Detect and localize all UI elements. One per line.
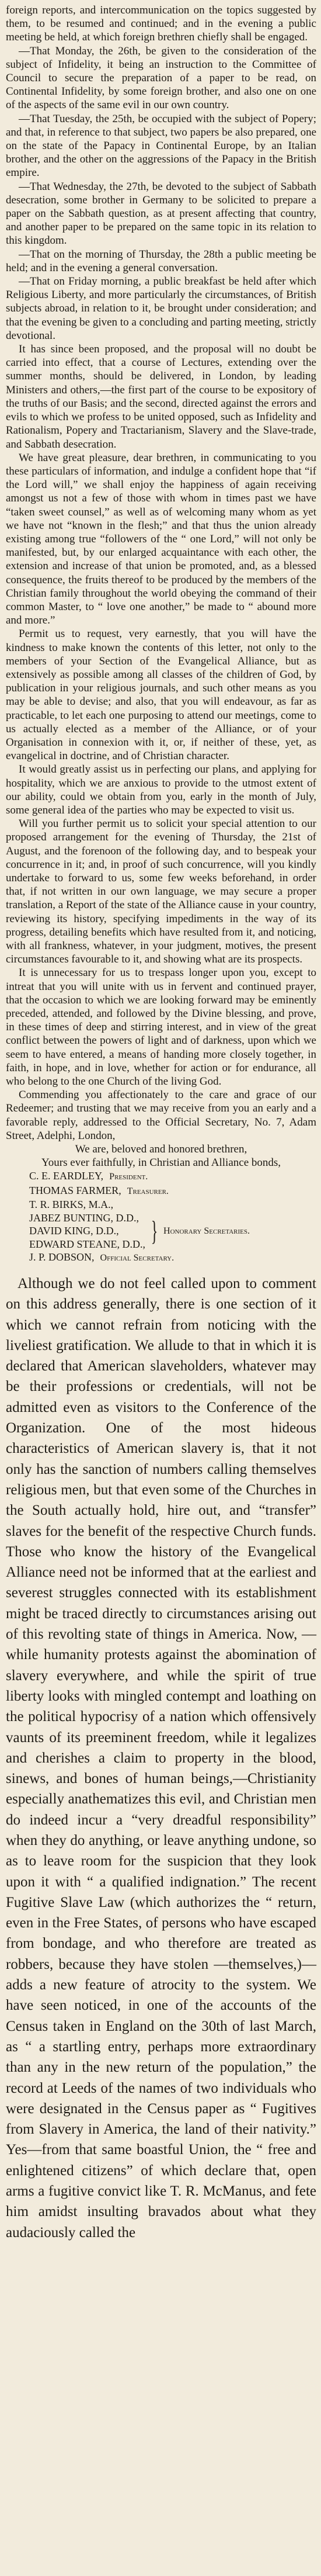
signatory [29, 1198, 316, 1211]
letter-paragraph: —That on Friday morning, a public breakfast be held after which Religious Liberty, and more particularly the circumstances, of British subjects abroad, in relation to it, be brought under consideration; and that the evening be given to a concluding and parting meeting, strictly devotional. [6, 275, 316, 342]
editorial-paragraph: Although we do not feel called upon to comment on this address generally, there is one section of it which we cannot refrain from noticing with the liveliest gratification. We allude to that in which it is declared that American slaveholders, whatever may be their professions or credentials, will not be admitted even as visitors to the Conference of the Organization. One of the most hideous characteristics of American slavery is, that it not only has the sanction of numbers calling themselves religious men, but that even some of the Churches in the South actually hold, hire out, and “transfer” slaves for the benefit of the respective Church funds. Those who know the history of the Evangelical Alliance need not be informed that at the earliest and severest struggles connected with its establishment might be traced directly to circumstances arising out of this revolting state of things in America. Now, —while humanity protests against the abomination of slavery everywhere, and while the spirit of true liberty looks with mingled contempt and loathing on the political hypocrisy of a nation which offensively vaunts of its preeminent freedom, while it legalizes and cherishes a claim to property in the blood, sinews, and bones of human beings,—Christianity especially anathematizes this evil, and Christian men do indeed incur a “very dreadful responsibility” when they do anything, or leave anything undone, so as to leave room for the suspicion that they look upon it with “ a qualified indignation.” The recent Fugitive Slave Law (which authorizes the “ return, even in the Free States, of persons who have escaped from bondage, and who therefore are treated as robbers, because they have stolen —themselves,)—adds a new feature of atrocity to the system. We have seen noticed, in one of the accounts of the Census taken in England on the 30th of last March, as “ a startling entry, perhaps more extraordinary than any in the new return of the population,” the record at Leeds of the names of two individuals who were designated in the Census paper as “ Fugitives from Slavery in America, the land of their nativity.” Yes—from that same boastful Union, the “ free and enlightened citizens” of which declare that, open arms a fugitive convict like T. R. McManus, and fete him amidst insulting bravados about what they audaciously called the [6, 1275, 316, 2241]
letter-paragraph: It has since been proposed, and the proposal will no doubt be carried into effect, that a course of Lectures, extending over the summer months, should be delivered, in London, by leading Ministers and others,—the first part of the course to be expository of the truths of our Basis; and the second, directed against the errors and evils to which we profess to be united opposed, such as Infidelity and Rationalism, Popery and Tractarianism, Slavery and the Slave-trade, and Sabbath desecration. [6, 343, 316, 451]
signatory-role: Treasurer. [127, 1186, 169, 1196]
signatory-role: Official Secretary. [100, 1253, 175, 1263]
editorial-commentary [6, 1273, 316, 2243]
letter-paragraph: It would greatly assist us in perfecting our plans, and applying for hospitality, which we are anxious to provide to the utmost extent of our ability, could we obtain from you, early in the month of July, some general idea of the parties who may be expected to visit us. [6, 763, 316, 816]
signatory-name: T. R. BIRKS, M.A., [29, 1199, 114, 1211]
letter-paragraph: —That Monday, the 26th, be given to the consideration of the subject of Infidelity, it being an instruction to the Committee of Council to secure the preparation of a paper to be read, on Continental Infidelity, by some foreign brother, and also one on one of the aspects of the same evil in our own country. [6, 44, 316, 112]
signatory-role: President. [109, 1172, 148, 1182]
letter-paragraph: Commending you affectionately to the care and grace of our Redeemer; and trusting that we may receive from you an early and a favorable reply, addressed to the Official Secretary, No. 7, Adam Street, Adelphi, London, [6, 1089, 316, 1142]
honorary-secretaries-role: Honorary Secretaries. [163, 1225, 250, 1236]
signatory [29, 1184, 316, 1199]
signatory-name: EDWARD STEANE, D.D., [29, 1238, 145, 1250]
signatory-name: THOMAS FARMER, [29, 1184, 121, 1196]
brace-glyph: } [151, 1215, 158, 1247]
closing-bonds: Yours ever faithfully, in Christian and Alliance bonds, [41, 1157, 281, 1169]
letter-paragraph: —That Wednesday, the 27th, be devoted to the subject of Sabbath desecration, some brother in Germany to be solicited to prepare a paper on the Sabbath question, as at present affecting that country, and another paper to be prepared on the same topic in its relation to this kingdom. [6, 180, 316, 247]
letter-paragraph: We have great pleasure, dear brethren, in communicating to you these particulars of information, and indulge a confident hope that “if the Lord will,” we shall enjoy the happiness of again receiving amongst us not a few of those with whom in times past we have “taken sweet counsel,” as well as of welcoming many whom as yet we have not “known in the flesh;” and that thus the union already existing among true “followers of the “ one Lord,” will not only be manifested, but, by our enlarged acquaintance with each other, the extension and increase of that union be promoted, and, as a blessed consequence, the fruits thereof to be produced by the members of the Christian family throughout the world obeying the command of their common Master, to “ love one another,” be made to “ abound more and more.” [6, 451, 316, 627]
signatory [29, 1169, 316, 1184]
letter-paragraph: Will you further permit us to solicit your special attention to our proposed arrangement for the evening of Thursday, the 21st of August, and the forenoon of the following day, and to bespeak your concurrence in it; and, in proof of such concurrence, will you kindly undertake to forward to us, some few weeks beforehand, in order that, if not written in our own language, we may secure a proper translation, a Report of the state of the Alliance cause in your country, reviewing its history, specifying impediments in the way of its progress, detailing benefits which have resulted from it, and noticing, with all frankness, whatever, in your judgment, motives, the present circumstances favourable to it, and showing what are its prospects. [6, 818, 316, 966]
letter-paragraph: foreign reports, and intercommunication on the topics suggested by them, to be resumed and continued; and in the evening a public meeting be held, at which foreign brethren chiefly shall be engaged. [6, 4, 316, 44]
signatory-name: JABEZ BUNTING, D.D., [29, 1211, 139, 1224]
signatory [29, 1251, 316, 1265]
letter-paragraph: —That on the morning of Thursday, the 28th a public meeting be held; and in the evening a general conversation. [6, 248, 316, 274]
honorary-secretaries-group [29, 1211, 316, 1251]
signatory-name: J. P. DOBSON, [29, 1251, 95, 1263]
alliance-letter [6, 4, 316, 1265]
letter-paragraph: —That Tuesday, the 25th, be occupied with the subject of Popery; and that, in reference to that subject, two papers be also prepared, one on the state of the Papacy in Continental Europe, by an Italian brother, and the other on the aggressions of the Papacy in the British empire. [6, 112, 316, 179]
letter-paragraph: It is unnecessary for us to trespass longer upon you, except to intreat that you will unite with us in fervent and continued prayer, that the occasion to which we are looking forward may be eminently preceded, attended, and followed by the Divine blessing, and prove, in these times of deep and stirring interest, and in view of the great conflict between the powers of light and of darkness, upon which we seem to have entered, a means of handing more closely together, in faith, in hope, and in love, whether for action or for endurance, all who belong to the one Church of the living God. [6, 967, 316, 1088]
signatory-name: C. E. EARDLEY, [29, 1170, 104, 1182]
letter-paragraph: Permit us to request, very earnestly, that you will have the kindness to make known the contents of this letter, not only to the members of your Section of the Evangelical Alliance, but as extensively as possible among all classes of the children of God, by publication in your religious journals, and such other means as you may be able to devise; and also, that you will endeavour, as far as practicable, to let each one purposing to attend our meetings, come to us actually elected as a member of the Alliance, or of your Organisation in connexion with it, or, if neither of these, yet, as evangelical in doctrine, and of Christian character. [6, 628, 316, 763]
signatory-name: DAVID KING, D.D., [29, 1225, 119, 1237]
closing-salutation: We are, beloved and honored brethren, [75, 1143, 247, 1156]
signature-block [29, 1169, 316, 1265]
